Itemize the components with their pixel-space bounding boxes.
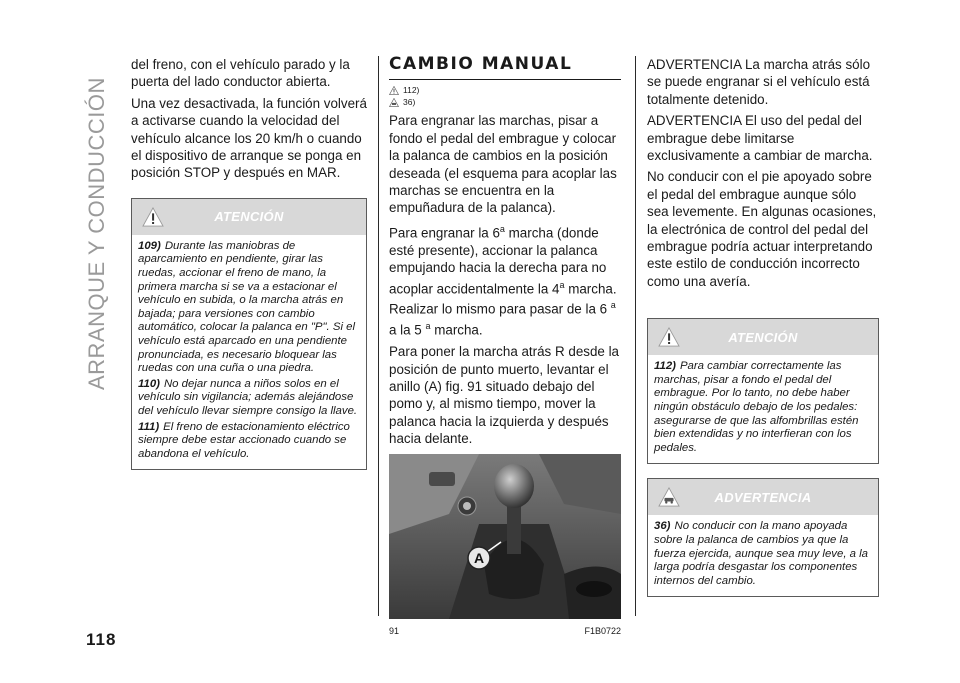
column-3 (647, 56, 879, 597)
paragraph: Para engranar la 6$^a$ marcha (donde esté presente), accionar la palanca empujando hacia la derecha para no acoplar accidentalmente la 4$^a$ marcha. Realizar lo mismo para pasar de la 6 $^a$ a la 5 $^a$ marcha. (389, 223, 617, 338)
warning-body (648, 515, 878, 596)
warning-triangle-icon (389, 86, 399, 95)
paragraph: Una vez desactivada, la función volverá a activarse cuando la velocidad del vehículo alcance los 20 km/h o cuando el dispositivo de arranque se ponga en posición STOP y después en MAR. (131, 95, 367, 181)
column-2 (389, 56, 621, 640)
paragraph: Para poner la marcha atrás R desde la posición de punto muerto, levantar el anillo (A) fig. 91 situado debajo del pomo y, al mismo tiempo, mover la palanca hacia la izquierda y después hacia delante. (389, 344, 619, 447)
gear-lever-illustration (389, 454, 621, 619)
warning-box-atencion (131, 198, 367, 471)
warning-item: 36) No conducir con la mano apoyada sobre la palanca de cambios ya que la fuerza ejercida, aunque sea muy leve, a la larga podría desgastar los componentes internos del cambio. (654, 520, 869, 587)
warning-header (648, 479, 878, 515)
car-warning-icon (658, 487, 680, 507)
warning-triangle-icon (142, 207, 164, 227)
paragraph: Para engranar las marchas, pisar a fondo el pedal del embrague y colocar la palanca de cambios en la posición deseada (el esquema para acoplar las marchas se encuentra en la empuñadura de la palanca). (389, 113, 617, 216)
figure-caption (389, 623, 621, 640)
warning-item: 111) El freno de estacionamiento eléctrico siempre debe estar accionado cuando se abandona el vehículo. (138, 420, 350, 460)
warning-header (132, 199, 366, 235)
warning-body (648, 355, 878, 463)
cross-references (389, 84, 621, 108)
paragraph: del freno, con el vehículo parado y la puerta del lado conductor abierta. (131, 57, 350, 90)
column-divider-left (378, 56, 379, 616)
paragraph: ADVERTENCIA El uso del pedal del embrague debe limitarse exclusivamente a cambiar de marcha. (647, 113, 873, 164)
warning-item: 112) Para cambiar correctamente las marchas, pisar a fondo el pedal del embrague. Por lo tanto, no debe haber ningún obstáculo debajo de los pedales: asegurarse de que las alfombrillas estén bien extendidas y no interfieran con los pedales. (654, 360, 859, 454)
gear-lever-photo (389, 454, 621, 619)
section-title: CAMBIO MANUAL (389, 56, 621, 80)
warning-heading: ADVERTENCIA (714, 489, 812, 505)
warning-header (648, 319, 878, 355)
paragraph: No conducir con el pie apoyado sobre el pedal del embrague aunque sólo sea levemente. En algunas ocasiones, la electrónica de control del pedal del embrague podría actuar interpretando este estilo de conducción incorrecto como una avería. (647, 169, 877, 289)
warning-item: 109) Durante las maniobras de aparcamiento en pendiente, girar las ruedas, accionar el freno de mano, la primera marcha si se va a estacionar el vehículo en subida, o la marcha atrás en bajada; para versiones con cambio automático, colocar la palanca en "P". Si el vehículo está aparcado en una pendiente pronunciada, es necesario bloquear las ruedas con una cuña o una piedra. (138, 239, 356, 375)
warning-heading: ATENCIÓN (214, 209, 284, 225)
warning-heading: ATENCIÓN (728, 329, 798, 345)
page-number: 118 (86, 630, 117, 649)
paragraph: ADVERTENCIA La marcha atrás sólo se puede engranar si el vehículo está totalmente detenido. (647, 57, 871, 107)
figure-number: 91 (389, 625, 400, 636)
warning-box-atencion (647, 318, 879, 464)
label-a: A (473, 549, 485, 566)
reference-advertencia: 36) (389, 96, 621, 108)
figure-code: F1B0722 (584, 625, 621, 636)
section-side-title: ARRANQUE Y CONDUCCIÓN (84, 77, 109, 390)
warning-item: 110) No dejar nunca a niños solos en el vehículo sin vigilancia; además alejándose del vehículo llevar siempre consigo la llave. (138, 377, 358, 417)
warning-triangle-icon (658, 327, 680, 347)
warning-box-advertencia (647, 478, 879, 597)
column-1 (131, 56, 367, 470)
reference-warning: 112) (389, 84, 621, 96)
car-warning-icon (389, 98, 399, 107)
column-divider-right (635, 56, 636, 616)
warning-body (132, 235, 366, 470)
